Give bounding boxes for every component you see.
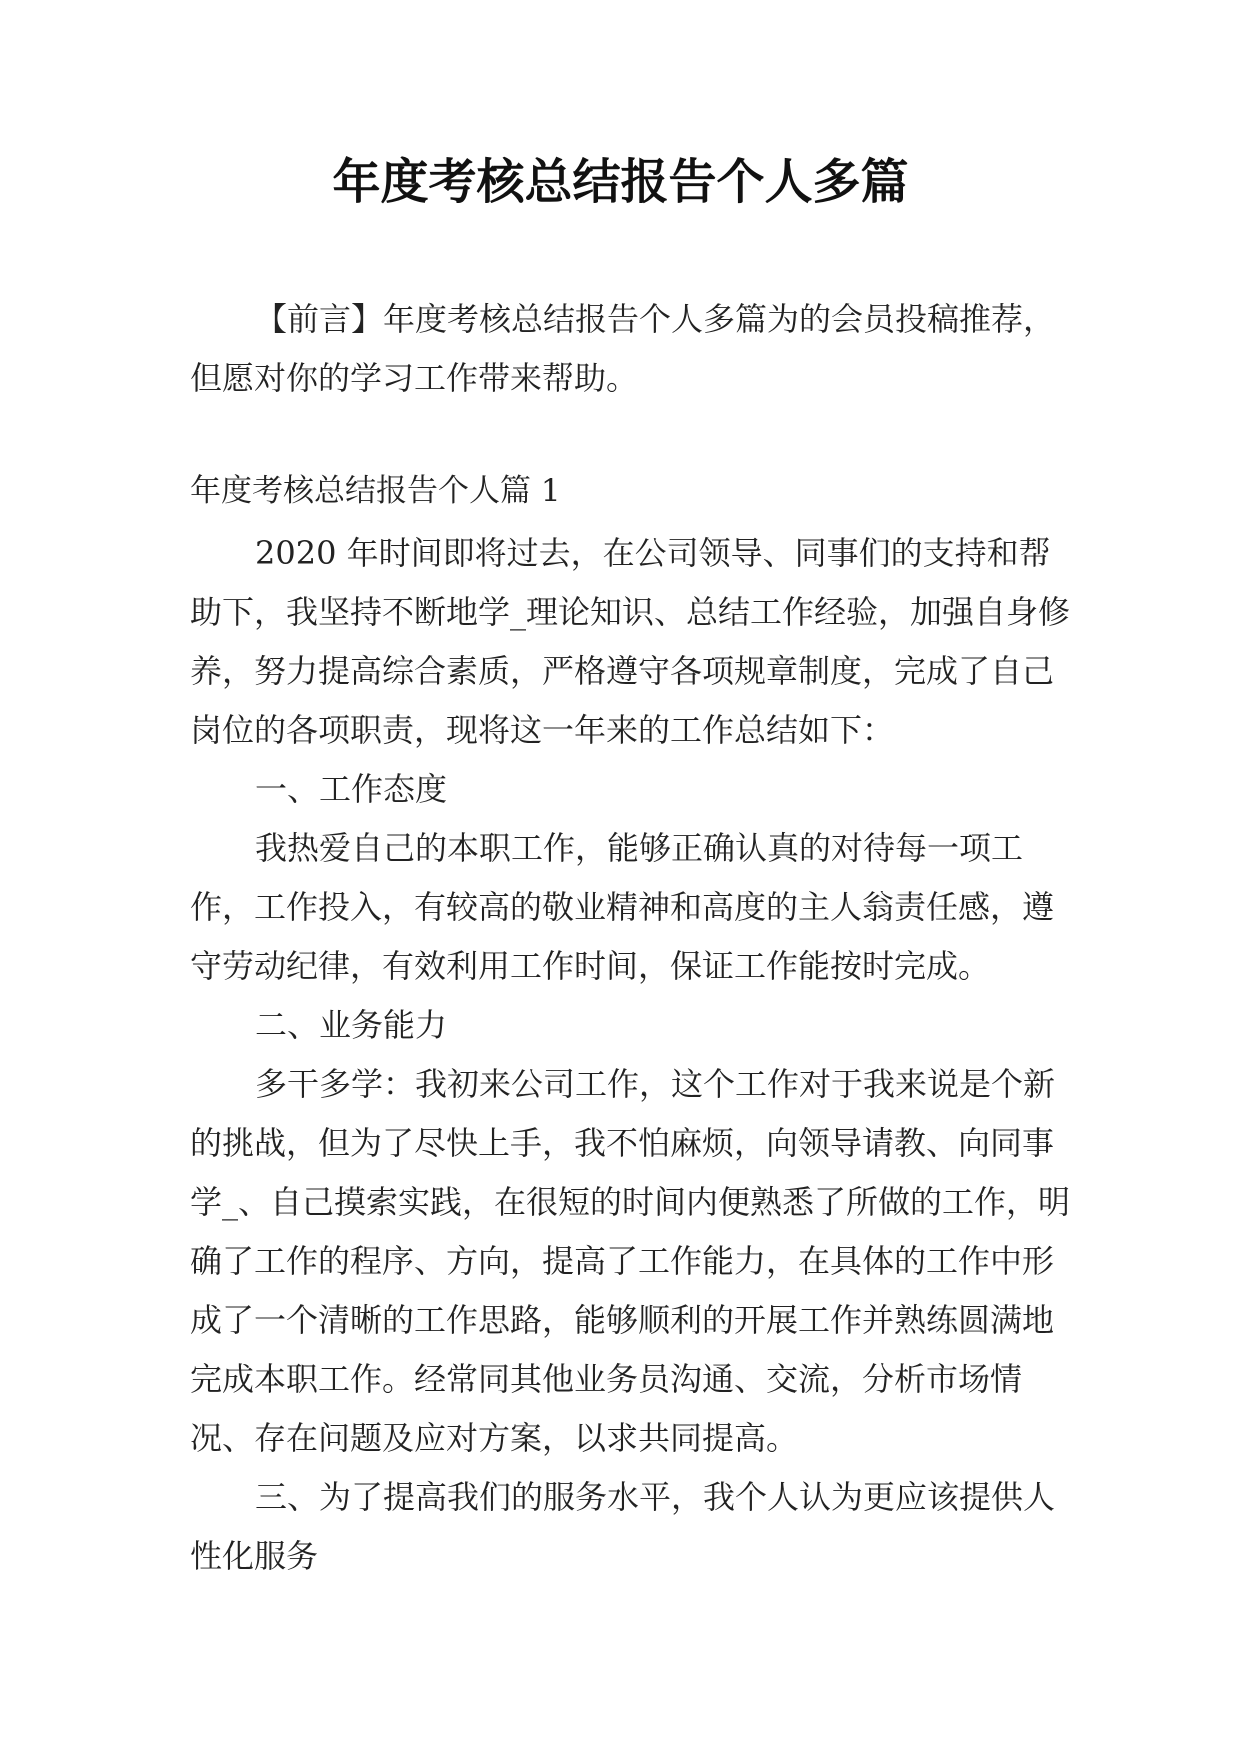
subheading-service-level: 三、为了提高我们的服务水平，我个人认为更应该提供人性化服务 [190, 1478, 1056, 1575]
body-paragraph: 我热爱自己的本职工作，能够正确认真的对待每一项工作，工作投入，有较高的敬业精神和高度的主人翁责任感，遵守劳动纪律，有效利用工作时间，保证工作能按时完成。 [190, 829, 1055, 985]
document-title: 年度考核总结报告个人多篇 [332, 154, 909, 210]
subheading-work-attitude: 一、工作态度 [255, 770, 448, 808]
subheading-business-ability: 二、业务能力 [255, 1006, 448, 1044]
section-heading: 年度考核总结报告个人篇 1 [190, 473, 561, 509]
preface-paragraph: 【前言】年度考核总结报告个人多篇为的会员投稿推荐，但愿对你的学习工作带来帮助。 [190, 300, 1056, 397]
body-paragraph: 2020 年时间即将过去，在公司领导、同事们的支持和帮助下，我坚持不断地学_理论知识、总结工作经验，加强自身修养，努力提高综合素质，严格遵守各项规章制度，完成了自己岗位的各项职责，现将这一年来的工作总结如下： [190, 534, 1071, 749]
body-paragraph: 多干多学：我初来公司工作，这个工作对于我来说是个新的挑战，但为了尽快上手，我不怕麻烦，向领导请教、向同事学_、自己摸索实践，在很短的时间内便熟悉了所做的工作，明确了工作的程序、方向，提高了工作能力，在具体的工作中形成了一个清晰的工作思路，能够顺利的开展工作并熟练圆满地完成本职工作。经常同其他业务员沟通、交流，分析市场情况、存在问题及应对方案，以求共同提高。 [190, 1065, 1071, 1457]
document-body [190, 524, 1070, 1586]
